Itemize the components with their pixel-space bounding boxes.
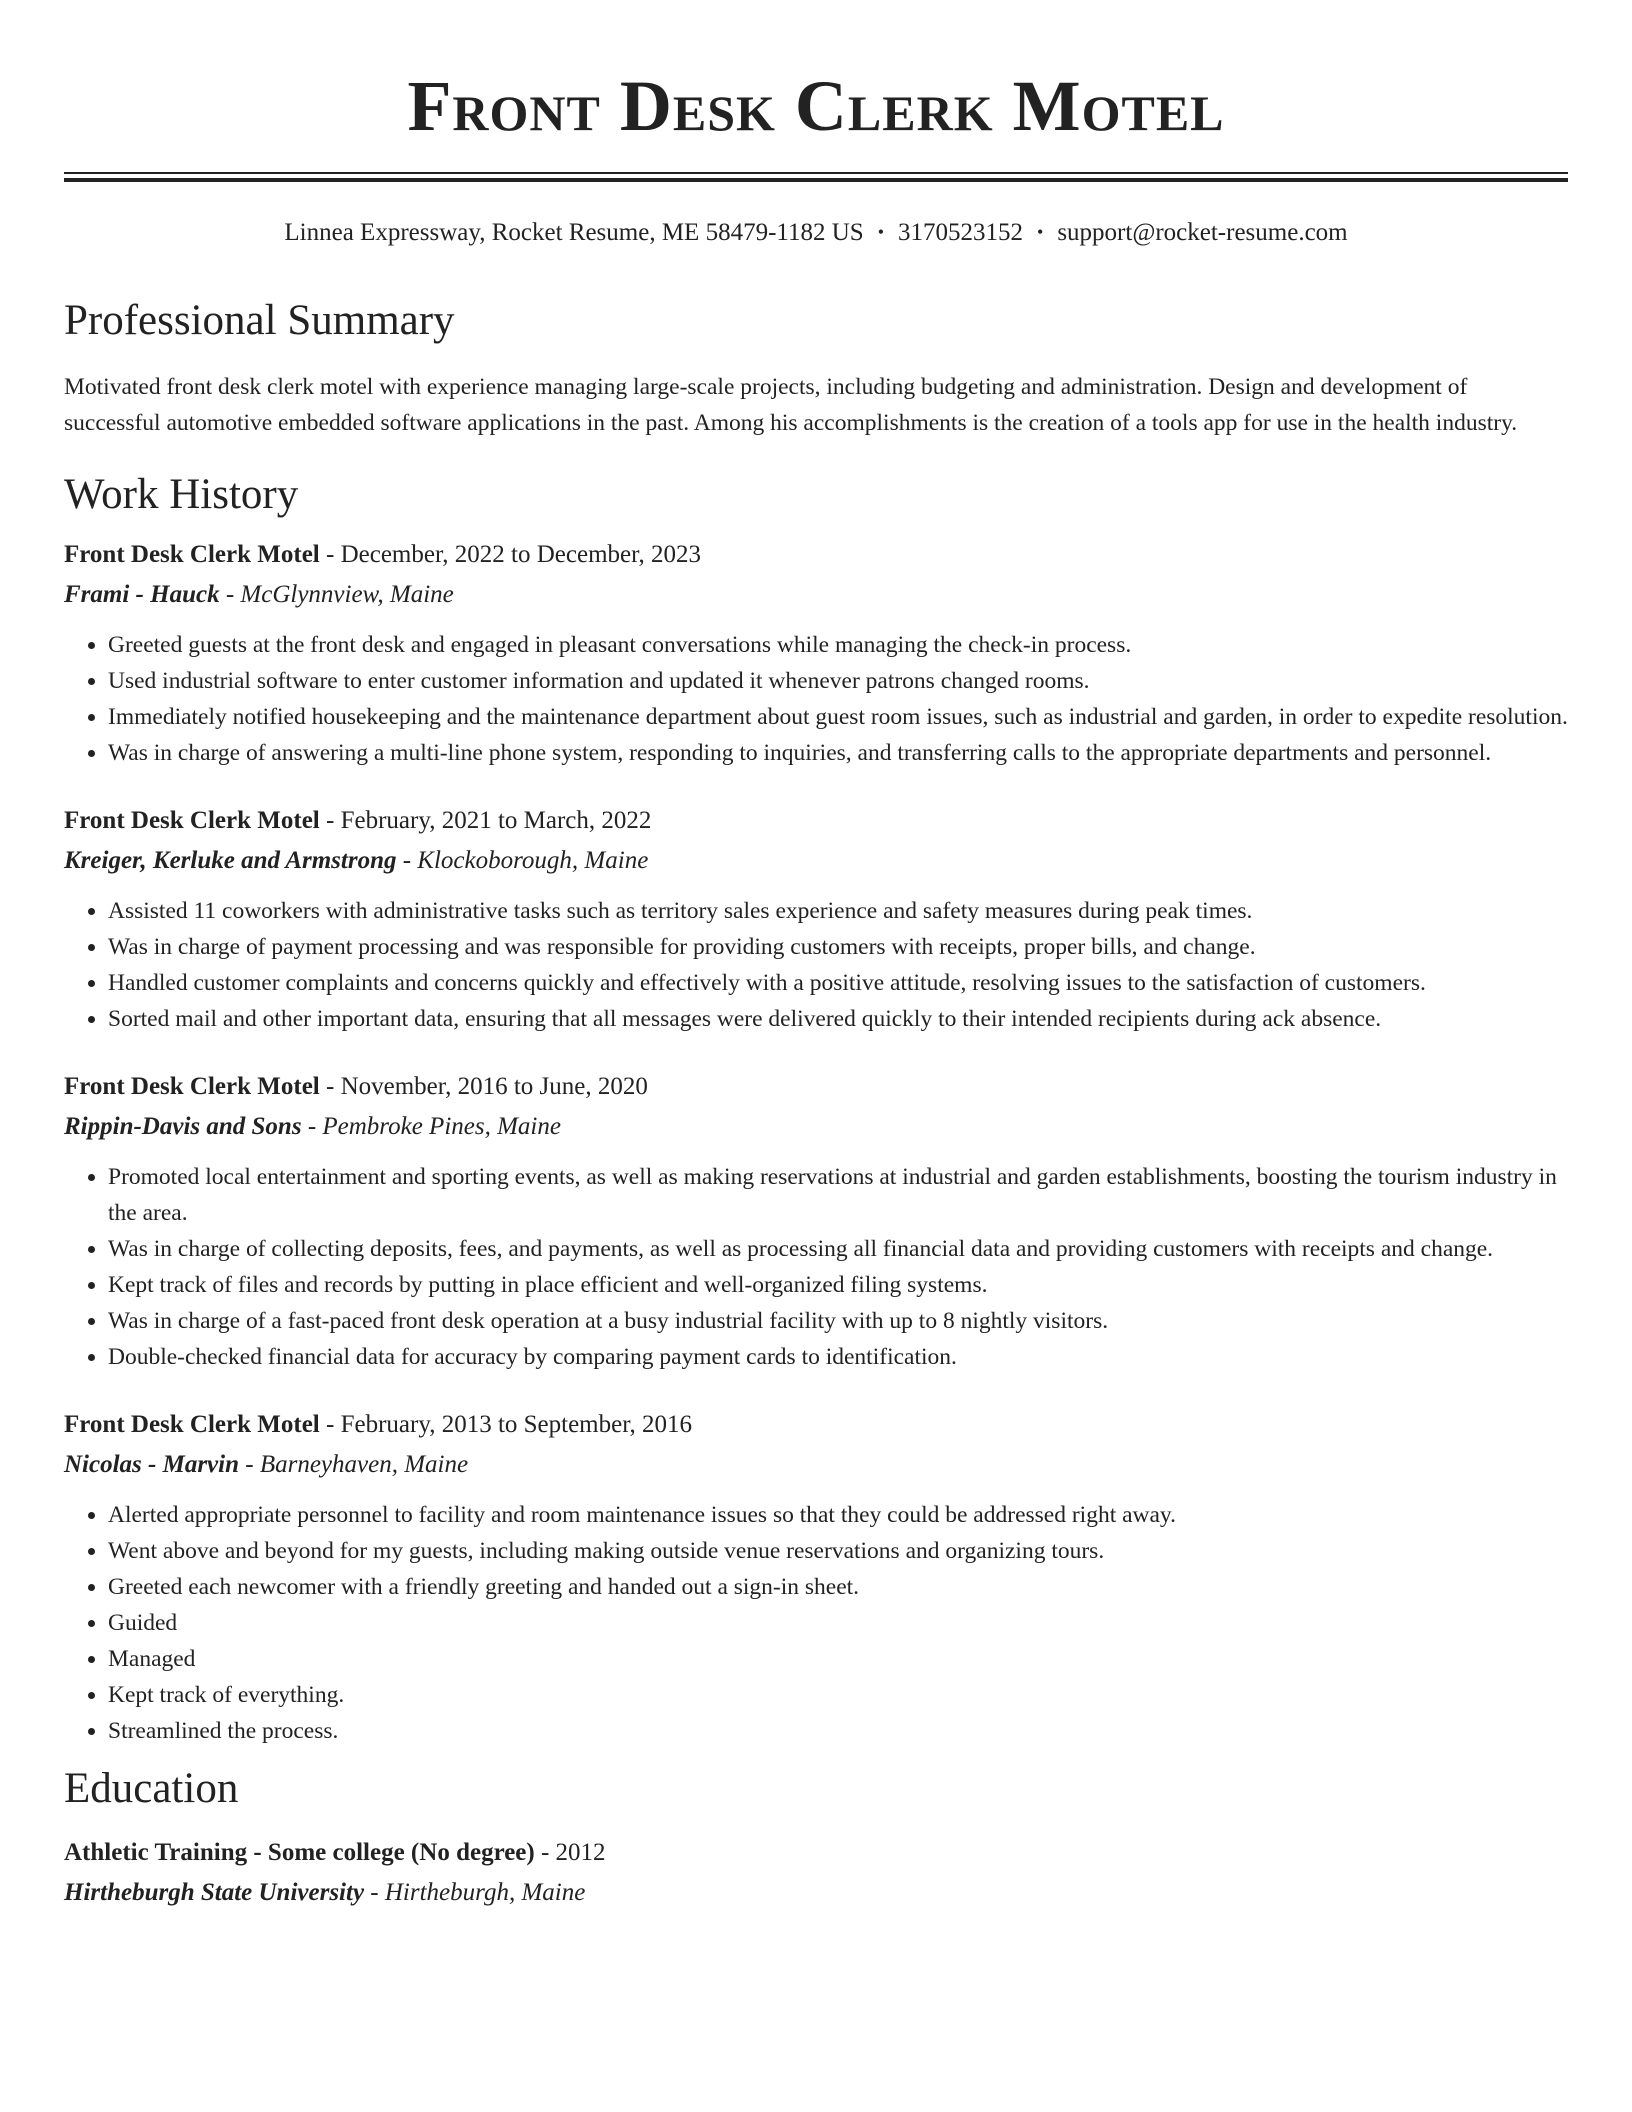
job-title: Front Desk Clerk Motel — [64, 1073, 320, 1100]
job-bullet: • Promoted local entertainment and sporting events, as well as making reservations at industrial and garden establishments, boosting the tourism industry in the area. — [108, 1159, 1568, 1231]
job-bullet: • Was in charge of a fast-paced front desk operation at a busy industrial facility with up to 8 nightly visitors. — [108, 1303, 1568, 1339]
job-bullet: • Assisted 11 coworkers with administrative tasks such as territory sales experience and safety measures during peak times. — [108, 893, 1568, 929]
job-location: - Pembroke Pines, Maine — [301, 1113, 561, 1140]
job-dates: - December, 2022 to December, 2023 — [319, 541, 701, 568]
job-company: Kreiger, Kerluke and Armstrong — [64, 847, 397, 874]
job-bullet: • Greeted each newcomer with a friendly greeting and handed out a sign-in sheet. — [108, 1569, 1568, 1605]
job-company: Nicolas - Marvin — [64, 1451, 239, 1478]
job-title-line — [64, 1067, 1568, 1107]
education-location: - Hirtheburgh, Maine — [364, 1879, 586, 1906]
education-degree: Athletic Training - Some college (No degree) — [64, 1839, 535, 1866]
header-divider — [64, 172, 1568, 182]
job-entry — [64, 1067, 1568, 1375]
job-bullet: • Handled customer complaints and concerns quickly and effectively with a positive attitude, resolving issues to the satisfaction of customers. — [108, 965, 1568, 1001]
job-bullet: • Kept track of everything. — [108, 1677, 1568, 1713]
job-company-line — [64, 841, 1568, 881]
job-company: Frami - Hauck — [64, 581, 220, 608]
job-entry — [64, 801, 1568, 1037]
job-title: Front Desk Clerk Motel — [64, 807, 320, 834]
job-bullet-list — [64, 1497, 1568, 1749]
job-company-line — [64, 575, 1568, 615]
job-bullet: • Immediately notified housekeeping and the maintenance department about guest room issues, such as industrial and garden, in order to expedite resolution. — [108, 699, 1568, 735]
job-dates: - November, 2016 to June, 2020 — [319, 1073, 648, 1100]
summary-text: Motivated front desk clerk motel with experience managing large-scale projects, including budgeting and administration. Design and development of successful automotive embedded software applications in the past. Among his accomplishments is the creation of a tools app for use in the health industry. — [64, 374, 1518, 436]
contact-phone: 3170523152 — [898, 219, 1023, 246]
job-bullet: • Was in charge of payment processing and was responsible for providing customers with receipts, proper bills, and change. — [108, 929, 1568, 965]
job-bullet: • Streamlined the process. — [108, 1713, 1568, 1749]
job-title-line — [64, 801, 1568, 841]
job-bullet: • Double-checked financial data for accuracy by comparing payment cards to identification. — [108, 1339, 1568, 1375]
job-bullet: • Alerted appropriate personnel to facility and room maintenance issues so that they could be addressed right away. — [108, 1497, 1568, 1533]
summary-heading: Professional Summary — [64, 297, 455, 344]
job-location: - McGlynnview, Maine — [219, 581, 454, 608]
work-history-list — [64, 535, 1568, 1749]
job-company-line — [64, 1445, 1568, 1485]
education-school: Hirtheburgh State University — [64, 1879, 365, 1906]
job-entry — [64, 1405, 1568, 1749]
job-title: Front Desk Clerk Motel — [64, 1411, 320, 1438]
education-school-line — [64, 1873, 1568, 1913]
job-company: Rippin-Davis and Sons — [64, 1113, 302, 1140]
job-title-line — [64, 535, 1568, 575]
job-title-line — [64, 1405, 1568, 1445]
contact-line — [64, 216, 1568, 249]
job-company-line — [64, 1107, 1568, 1147]
job-bullet: • Used industrial software to enter customer information and updated it whenever patrons changed rooms. — [108, 663, 1568, 699]
contact-separator: • — [1037, 222, 1044, 242]
education-year: - 2012 — [534, 1839, 606, 1866]
work-history-heading: Work History — [64, 471, 299, 518]
contact-email: support@rocket-resume.com — [1057, 219, 1348, 246]
job-bullet: • Went above and beyond for my guests, including making outside venue reservations and organizing tours. — [108, 1533, 1568, 1569]
job-bullet: • Kept track of files and records by putting in place efficient and well-organized filing systems. — [108, 1267, 1568, 1303]
job-bullet: • Was in charge of collecting deposits, fees, and payments, as well as processing all financial data and providing customers with receipts and change. — [108, 1231, 1568, 1267]
job-bullet: • Sorted mail and other important data, ensuring that all messages were delivered quickly to their intended recipients during ack absence. — [108, 1001, 1568, 1037]
education-heading: Education — [64, 1765, 239, 1812]
education-entry — [64, 1833, 1568, 1913]
education-degree-line — [64, 1833, 1568, 1873]
job-bullet-list — [64, 1159, 1568, 1375]
contact-separator: • — [877, 222, 884, 242]
job-bullet: • Managed — [108, 1641, 1568, 1677]
job-bullet: • Was in charge of answering a multi-line phone system, responding to inquiries, and transferring calls to the appropriate departments and personnel. — [108, 735, 1568, 771]
job-dates: - February, 2021 to March, 2022 — [319, 807, 652, 834]
job-entry — [64, 535, 1568, 771]
job-title: Front Desk Clerk Motel — [64, 541, 320, 568]
job-location: - Klockoborough, Maine — [396, 847, 649, 874]
job-bullet-list — [64, 627, 1568, 771]
job-location: - Barneyhaven, Maine — [239, 1451, 469, 1478]
contact-address: Linnea Expressway, Rocket Resume, ME 58479-1182 US — [284, 219, 864, 246]
job-bullet: • Greeted guests at the front desk and engaged in pleasant conversations while managing the check-in process. — [108, 627, 1568, 663]
job-bullet-list — [64, 893, 1568, 1037]
job-dates: - February, 2013 to September, 2016 — [319, 1411, 693, 1438]
job-bullet: • Guided — [108, 1605, 1568, 1641]
resume-name: Front Desk Clerk Motel — [407, 66, 1225, 146]
